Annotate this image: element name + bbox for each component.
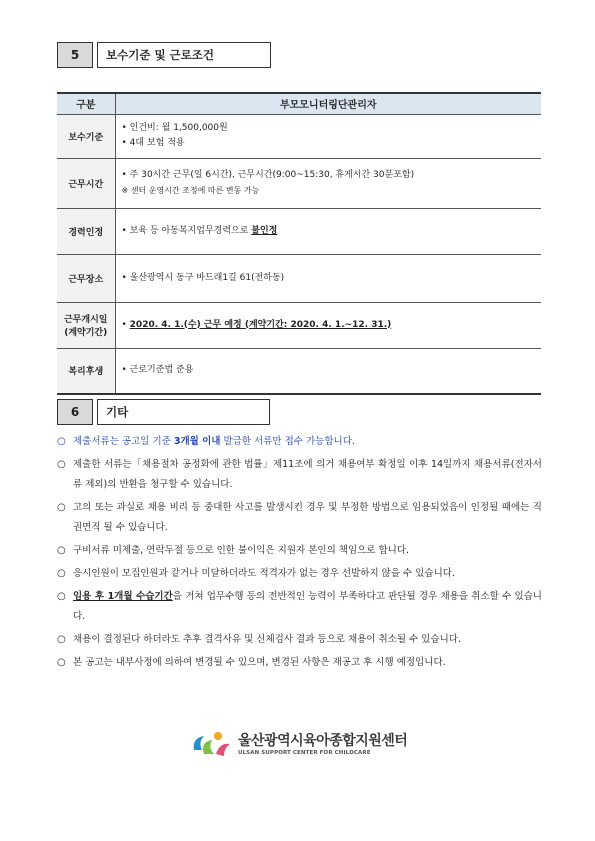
section-number: 6 <box>57 399 93 425</box>
circle-bullet-icon: ○ <box>57 436 66 447</box>
circle-bullet-icon: ○ <box>57 502 66 513</box>
list-item <box>57 541 542 561</box>
logo-english-name: ULSAN SUPPORT CENTER FOR CHILDCARE <box>238 750 371 756</box>
row-line: • 주 30시간 근무(일 6시간), 근무시간(9:00~15:30, 휴게시간 30분포함) <box>121 170 415 180</box>
note-text: 본 공고는 내부사정에 의하여 변경될 수 있으며, 변경된 사항은 재공고 후 시행 예정입니다. <box>73 657 446 668</box>
table-row <box>57 348 541 394</box>
row-line: • 보육 등 아동복지업무경력으로 <box>121 225 252 236</box>
list-item <box>57 455 542 495</box>
table-row <box>57 114 541 158</box>
row-line: • 인건비: 월 1,500,000원 <box>121 123 228 133</box>
section-5-header <box>57 42 271 68</box>
note-text: 구비서류 미제출, 연락두절 등으로 인한 불이익은 지원자 본인의 책임으로 합니다. <box>73 545 410 556</box>
note-text: 제출한 서류는「채용절차 공정화에 관한 법률」제11조에 의거 채용여부 확정일 이후 14일까지 채용서류(전자서류 제외)의 반환을 청구할 수 있습니다. <box>73 459 542 490</box>
row-key: 근무장소 <box>57 254 115 302</box>
list-item <box>57 564 542 584</box>
note-text: 채용이 결정된다 하더라도 추후 결격사유 및 신체검사 결과 등으로 채용이 취소될 수 있습니다. <box>73 634 461 645</box>
emphasis-text: 임용 후 1개월 수습기간 <box>73 591 173 602</box>
emphasis-text: 3개월 이내 <box>173 436 221 447</box>
row-key: 복리후생 <box>57 348 115 394</box>
row-key-sub: (계약기간) <box>64 328 108 338</box>
notes-list <box>57 432 542 676</box>
table-row: 근무개시일 (계약기간) • 2020. 4. 1.(수) 근무 예정 (계약기간: 2020. 4. 1.~12. 31.) <box>57 302 541 348</box>
note-text: 고의 또는 과실로 채용 비리 등 중대한 사고를 발생시킨 경우 및 부정한 방법으로 임용되었음이 인정될 때에는 직권면직 될 수 있습니다. <box>73 502 542 533</box>
conditions-table <box>57 92 541 395</box>
table-header-row <box>57 93 541 114</box>
childcare-logo-icon <box>190 728 232 758</box>
list-item <box>57 630 542 650</box>
list-item: ○ 제출서류는 공고일 기준 3개월 이내 발급한 서류만 접수 가능합니다. <box>57 432 542 452</box>
row-key: 근무시간 <box>57 158 115 208</box>
section-title: 기타 <box>97 399 270 425</box>
circle-bullet-icon: ○ <box>57 459 66 470</box>
row-line: • 울산광역시 동구 바드래1길 61(전하동) <box>115 254 541 302</box>
section-6-header <box>57 399 270 425</box>
row-key: 근무개시일 <box>64 315 108 325</box>
section-number: 5 <box>57 42 93 68</box>
emphasis-text: 불인정 <box>251 225 278 236</box>
row-line: ※ 센터 운영시간 조정에 따른 변동 가능 <box>121 186 260 195</box>
circle-bullet-icon: ○ <box>57 545 66 556</box>
section-title: 보수기준 및 근로조건 <box>97 42 271 68</box>
row-line: • 근로기준법 준용 <box>115 348 541 394</box>
emphasis-text: 2020. 4. 1.(수) 근무 예정 (계약기간: 2020. 4. 1.~12. 31.) <box>129 319 392 330</box>
header-key: 구분 <box>57 93 115 114</box>
center-logo <box>190 728 407 758</box>
logo-korean-name: 울산광역시육아종합지원센터 <box>238 733 408 749</box>
list-item <box>57 498 542 538</box>
circle-bullet-icon: ○ <box>57 657 66 668</box>
table-row <box>57 208 541 254</box>
note-text: 응시인원이 모집인원과 같거나 미달하더라도 적격자가 없는 경우 선발하지 않을 수 있습니다. <box>73 568 455 579</box>
list-item <box>57 653 542 673</box>
row-line: • 4대 보험 적용 <box>121 138 185 148</box>
circle-bullet-icon: ○ <box>57 568 66 579</box>
table-row <box>57 254 541 302</box>
circle-bullet-icon: ○ <box>57 634 66 645</box>
header-value: 부모모니터링단관리자 <box>115 93 541 114</box>
table-row <box>57 158 541 208</box>
row-key: 경력인정 <box>57 208 115 254</box>
list-item: ○ 임용 후 1개월 수습기간을 거쳐 업무수행 등의 전반적인 능력이 부족하다고 판단될 경우 채용을 취소할 수 있습니다. <box>57 587 542 627</box>
circle-bullet-icon: ○ <box>57 591 66 602</box>
row-key: 보수기준 <box>57 114 115 158</box>
